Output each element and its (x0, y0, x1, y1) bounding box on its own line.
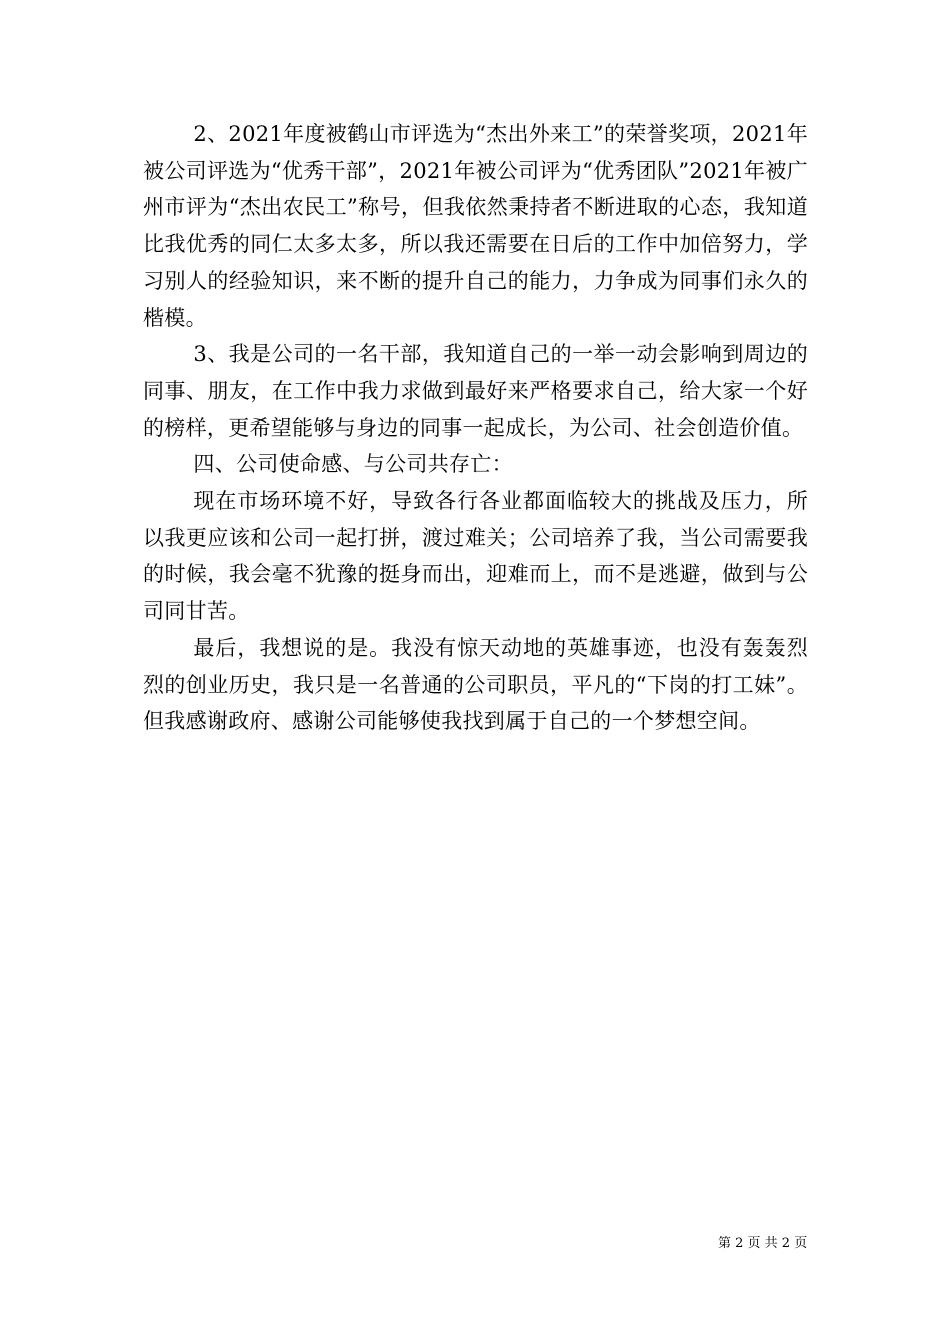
document-body (143, 116, 808, 740)
section-heading-mission: 四、公司使命感、与公司共存亡： (193, 452, 513, 477)
paragraph-market: 现在市场环境不好，导致各行各业都面临较大的挑战及压力，所以我更应该和公司一起打拼，渡过难关；公司培养了我，当公司需要我的时候，我会毫不犹豫的挺身而出，迎难而上，而不是逃避，做到与公司同甘苦。 (143, 489, 808, 624)
paragraph-role-model: 3、我是公司的一名干部，我知道自己的一举一动会影响到周边的同事、朋友，在工作中我力求做到最好来严格要求自己，给大家一个好的榜样，更希望能够与身边的同事一起成长，为公司、社会创造价值。 (143, 342, 808, 440)
paragraph-honors: 2、2021年度被鹤山市评选为“杰出外来工”的荣誉奖项，2021年被公司评选为“优秀干部”，2021年被公司评为“优秀团队”2021年被广州市评为“杰出农民工”称号，但我依然秉持者不断进取的心态，我知道比我优秀的同仁太多太多，所以我还需要在日后的工作中加倍努力，学习别人的经验知识，来不断的提升自己的能力，力争成为同事们永久的楷模。 (143, 122, 808, 330)
paragraph-conclusion: 最后，我想说的是。我没有惊天动地的英雄事迹，也没有轰轰烈烈的创业历史，我只是一名普通的公司职员，平凡的“下岗的打工妹”。但我感谢政府、感谢公司能够使我找到属于自己的一个梦想空间。 (143, 635, 808, 734)
page-number-footer: 第 2 页 共 2 页 (718, 1236, 808, 1251)
